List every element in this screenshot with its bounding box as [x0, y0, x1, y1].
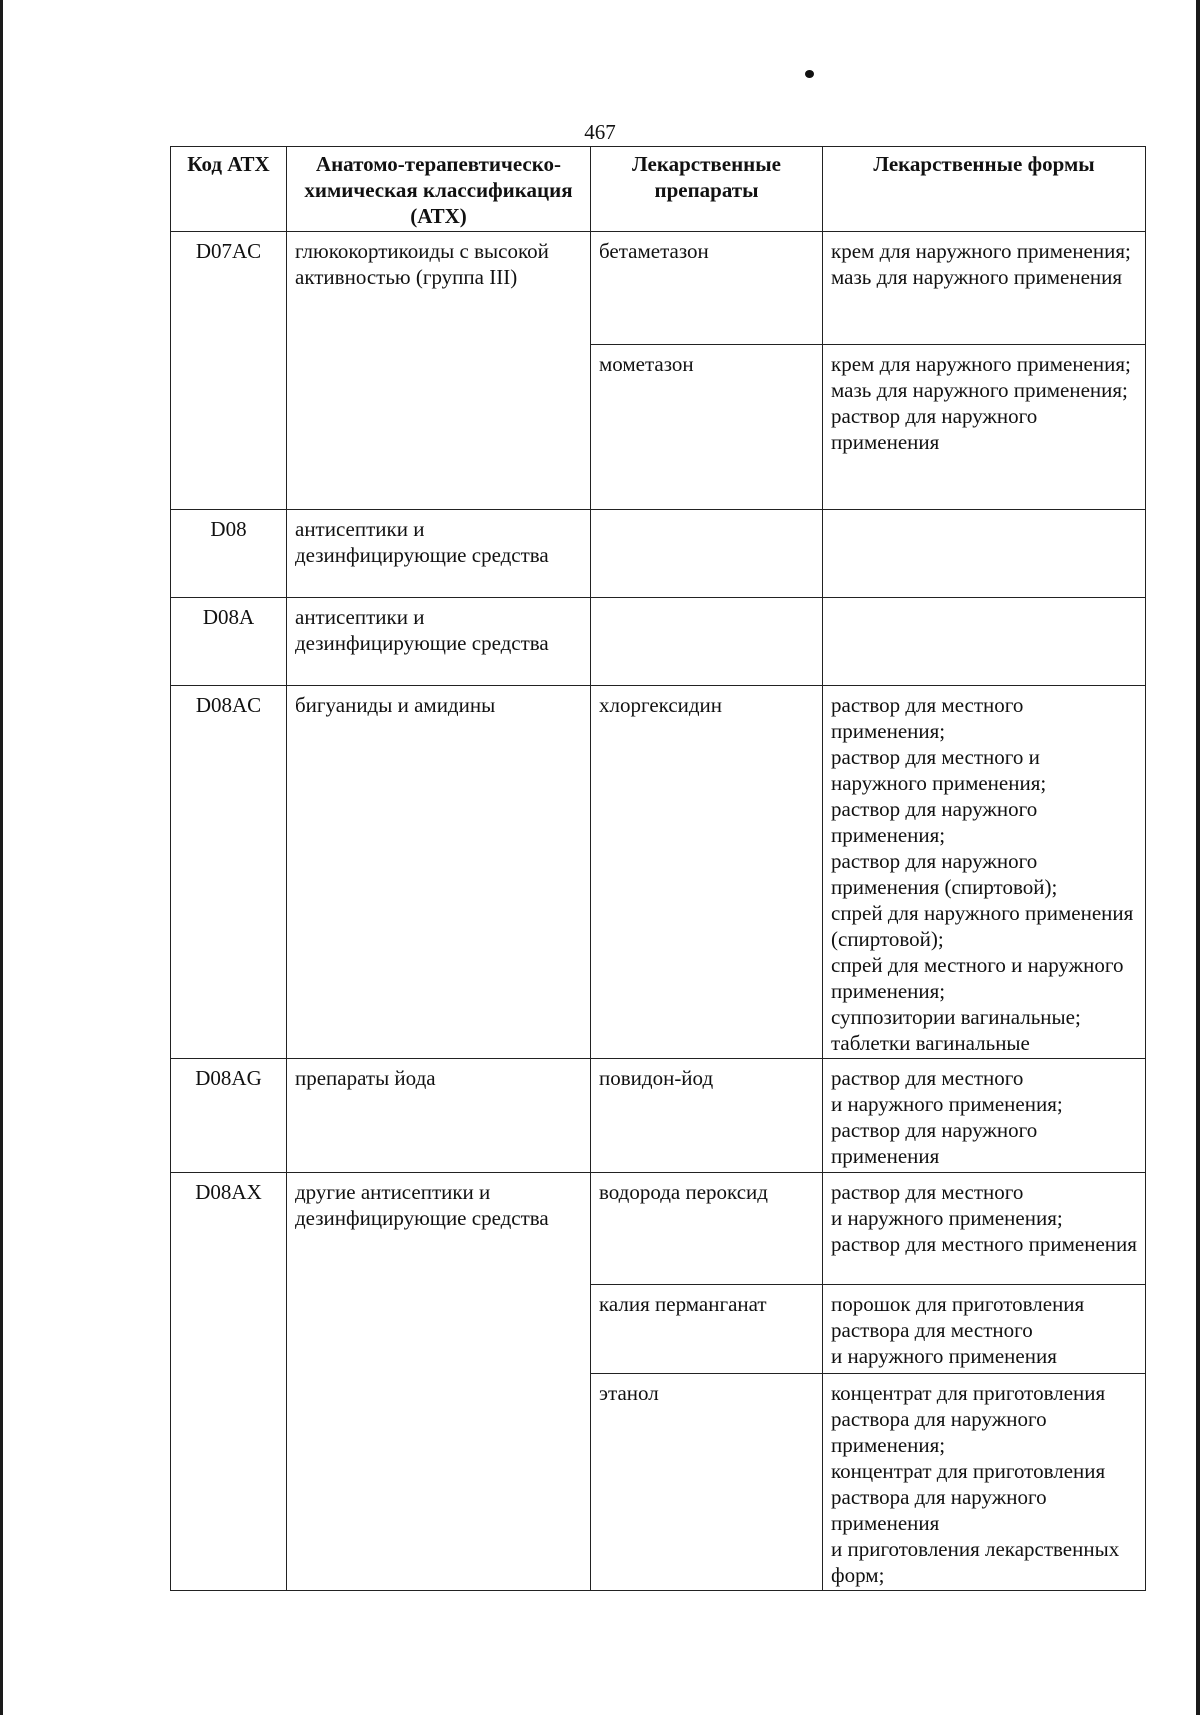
atc-classification: бигуаниды и амидины	[287, 686, 591, 1059]
drug-name: повидон-йод	[591, 1059, 823, 1173]
dosage-forms: крем для наружного применения; мазь для наружного применения; раствор для наружного применения	[823, 345, 1146, 510]
atc-code: D07AC	[171, 232, 287, 510]
atc-code: D08A	[171, 598, 287, 686]
dosage-forms: порошок для приготовления раствора для местного и наружного применения	[823, 1285, 1146, 1374]
drug-name-empty	[591, 598, 823, 686]
dosage-forms: раствор для местного и наружного применения; раствор для наружного применения	[823, 1059, 1146, 1173]
atc-classification: антисептики и дезинфицирующие средства	[287, 598, 591, 686]
table-row	[171, 1059, 1146, 1173]
table-row	[171, 598, 1146, 686]
scan-mark-dot	[805, 70, 814, 78]
drug-name: хлоргексидин	[591, 686, 823, 1059]
dosage-forms: раствор для местного применения; раствор для местного и наружного применения; раствор для наружного применения; раствор для наружного применения (спиртовой); спрей для наружного применения (спиртовой); спрей для местного и наружного применения; суппозитории вагинальные; таблетки вагинальные	[823, 686, 1146, 1059]
atc-classification: глюкокортикоиды с высокой активностью (группа III)	[287, 232, 591, 510]
drug-name: этанол	[591, 1374, 823, 1591]
table-header-row	[171, 147, 1146, 232]
dosage-forms-empty	[823, 510, 1146, 598]
atc-code: D08AG	[171, 1059, 287, 1173]
atc-code: D08AC	[171, 686, 287, 1059]
scan-edge-left	[0, 0, 3, 1715]
dosage-forms: раствор для местного и наружного применения; раствор для местного применения	[823, 1173, 1146, 1285]
header-code: Код АТХ	[171, 147, 287, 232]
atc-classification: препараты йода	[287, 1059, 591, 1173]
dosage-forms: концентрат для приготовления раствора для наружного применения; концентрат для приготовления раствора для наружного применения и приготовления лекарственных форм;	[823, 1374, 1146, 1591]
header-drugs: Лекарственные препараты	[591, 147, 823, 232]
header-forms: Лекарственные формы	[823, 147, 1146, 232]
drug-name: водорода пероксид	[591, 1173, 823, 1285]
table-row	[171, 686, 1146, 1059]
drug-name: калия перманганат	[591, 1285, 823, 1374]
scan-edge-right	[1196, 0, 1200, 1715]
table-row	[171, 232, 1146, 345]
atc-code: D08AX	[171, 1173, 287, 1591]
atc-drug-table	[170, 146, 1146, 1591]
dosage-forms: крем для наружного применения; мазь для наружного применения	[823, 232, 1146, 345]
table-row	[171, 510, 1146, 598]
dosage-forms-empty	[823, 598, 1146, 686]
atc-code: D08	[171, 510, 287, 598]
page-number: 467	[584, 120, 616, 144]
table-row	[171, 1173, 1146, 1285]
drug-name: бетаметазон	[591, 232, 823, 345]
drug-name: мометазон	[591, 345, 823, 510]
header-atc: Анатомо-терапевтическо-химическая классификация (АТХ)	[287, 147, 591, 232]
drug-name-empty	[591, 510, 823, 598]
atc-classification: другие антисептики и дезинфицирующие средства	[287, 1173, 591, 1591]
atc-classification: антисептики и дезинфицирующие средства	[287, 510, 591, 598]
